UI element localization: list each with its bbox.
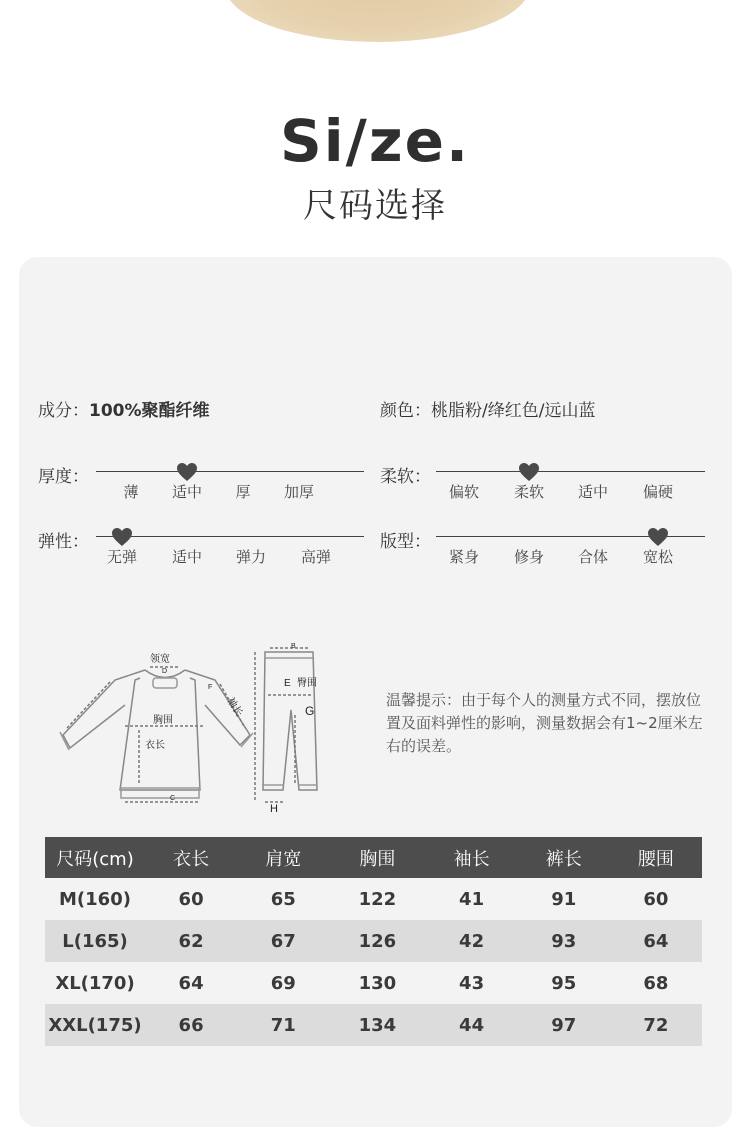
table-cell: 60	[145, 878, 237, 920]
table-header-row	[45, 837, 702, 878]
top-decoration	[225, 0, 530, 42]
table-cell: 130	[329, 962, 425, 1004]
scale-option: 薄	[123, 483, 139, 501]
material-label: 成分：	[38, 401, 89, 421]
scale-option: 偏硬	[642, 483, 673, 501]
table-cell: M(160)	[45, 878, 145, 920]
scale-label: 弹性：	[38, 532, 89, 552]
measurement-diagram	[55, 640, 345, 815]
scale-option: 合体	[577, 548, 608, 566]
color-label: 颜色：	[380, 401, 431, 421]
column-header: 腰围	[610, 837, 702, 878]
scale-line	[96, 471, 364, 472]
table-cell: 122	[329, 878, 425, 920]
scale-option: 弹力	[235, 548, 266, 566]
table-cell: 66	[145, 1004, 237, 1046]
table-cell: 64	[610, 920, 702, 962]
column-header: 裤长	[518, 837, 610, 878]
table-row	[45, 878, 702, 920]
diagram-label-chest: 胸围	[153, 715, 173, 726]
table-cell: 64	[145, 962, 237, 1004]
material-value: 100%聚酯纤维	[89, 401, 210, 421]
diagram-label-d: D	[162, 668, 168, 675]
heart-icon	[518, 462, 540, 482]
table-cell: 91	[518, 878, 610, 920]
scale-label: 厚度：	[38, 467, 89, 487]
diagram-label-e: E	[284, 678, 291, 689]
measurement-tip: 温馨提示：由于每个人的测量方式不同，摆放位置及面料弹性的影响，测量数据会有1~2厘米左右的误差。	[386, 691, 703, 755]
table-cell: 44	[426, 1004, 518, 1046]
diagram-label-sleeve: 袖长	[224, 695, 245, 719]
scale-option: 加厚	[283, 483, 314, 501]
scale-option: 宽松	[642, 548, 673, 566]
column-header: 袖长	[426, 837, 518, 878]
table-cell: 69	[237, 962, 329, 1004]
table-cell: 95	[518, 962, 610, 1004]
table-cell: 68	[610, 962, 702, 1004]
scale-option: 厚	[235, 483, 251, 501]
diagram-label-b: B	[291, 643, 296, 650]
diagram-label-length: 衣长	[145, 740, 165, 751]
scale-option: 适中	[171, 483, 202, 501]
scale-option: 高弹	[300, 548, 331, 566]
column-header: 胸围	[329, 837, 425, 878]
table-cell: 97	[518, 1004, 610, 1046]
table-cell: 65	[237, 878, 329, 920]
page-title: 尺码选择	[303, 186, 447, 226]
scale-option: 无弹	[106, 548, 137, 566]
heart-icon	[647, 527, 669, 547]
table-cell: 60	[610, 878, 702, 920]
table-cell: XL(170)	[45, 962, 145, 1004]
table-cell: XXL(175)	[45, 1004, 145, 1046]
table-cell: 126	[329, 920, 425, 962]
color-value: 桃脂粉/绛红色/远山蓝	[431, 401, 596, 421]
table-cell: 134	[329, 1004, 425, 1046]
table-cell: 43	[426, 962, 518, 1004]
column-header: 肩宽	[237, 837, 329, 878]
logo-text: Si/ze.	[280, 107, 470, 175]
diagram-label-hip: 臀围	[297, 678, 317, 689]
scale-line	[96, 536, 364, 537]
table-cell: 62	[145, 920, 237, 962]
scale-option: 柔软	[513, 483, 544, 501]
table-cell: 67	[237, 920, 329, 962]
table-cell: L(165)	[45, 920, 145, 962]
heart-icon	[111, 527, 133, 547]
table-cell: 42	[426, 920, 518, 962]
scale-option: 修身	[513, 548, 544, 566]
heart-icon	[176, 462, 198, 482]
table-row	[45, 962, 702, 1004]
diagram-label-neck: 领宽	[150, 654, 170, 665]
table-cell: 41	[426, 878, 518, 920]
scale-line	[436, 471, 705, 472]
diagram-label-h: H	[270, 803, 278, 815]
table-cell: 71	[237, 1004, 329, 1046]
table-cell: 72	[610, 1004, 702, 1046]
scale-option: 偏软	[448, 483, 479, 501]
diagram-label-c: C	[170, 795, 176, 802]
size-table	[45, 837, 702, 1046]
scale-label: 柔软：	[380, 467, 431, 487]
scale-option: 适中	[577, 483, 608, 501]
column-header: 尺码(cm)	[45, 837, 145, 878]
table-row	[45, 1004, 702, 1046]
column-header: 衣长	[145, 837, 237, 878]
scale-option: 适中	[171, 548, 202, 566]
table-cell: 93	[518, 920, 610, 962]
scale-option: 紧身	[448, 548, 479, 566]
diagram-label-f: F	[208, 684, 213, 691]
color-info	[380, 396, 595, 421]
scale-label: 版型：	[380, 532, 431, 552]
material-info	[38, 396, 210, 421]
table-row	[45, 920, 702, 962]
diagram-label-g: G	[305, 704, 315, 718]
